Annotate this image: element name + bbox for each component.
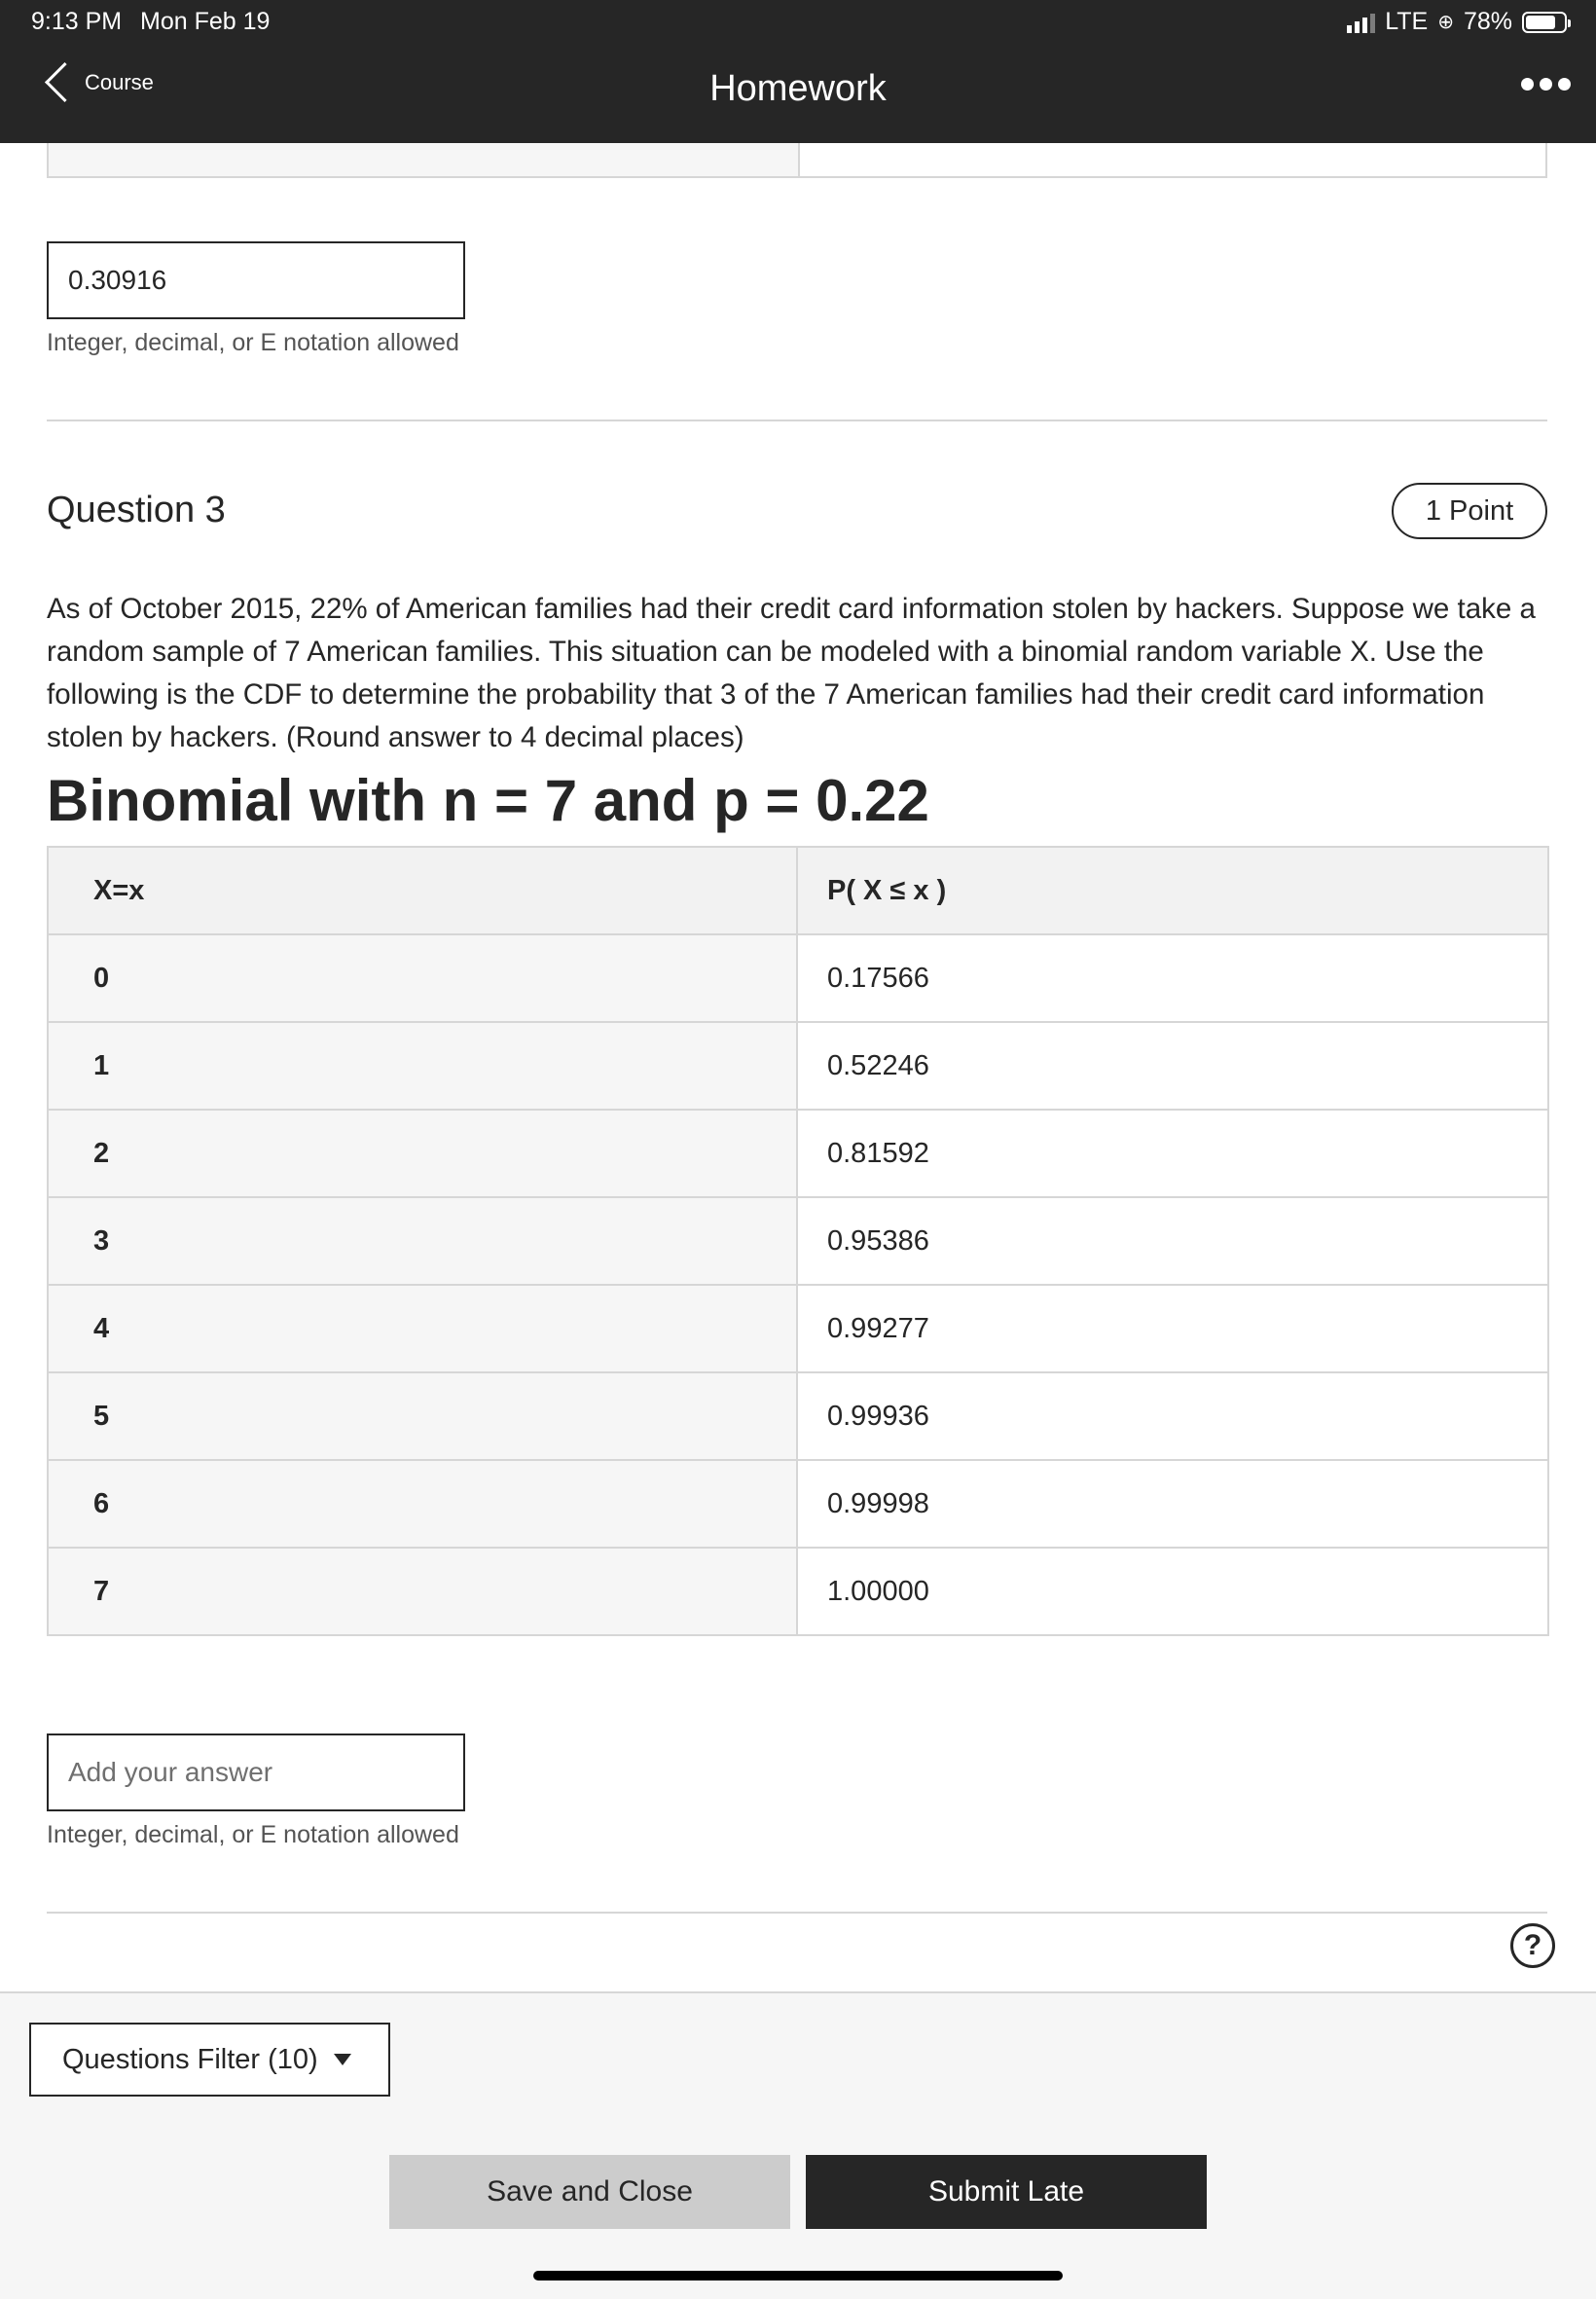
table-cell-x: 6 [48, 1460, 797, 1548]
questions-filter-label: Questions Filter (10) [62, 2043, 318, 2075]
save-and-close-button[interactable]: Save and Close [389, 2155, 790, 2229]
question-divider [47, 1912, 1547, 1914]
table-row [48, 1460, 1548, 1548]
table-cell-prob: 0.52246 [797, 1022, 1548, 1110]
table-cell-prob: 0.99277 [797, 1285, 1548, 1372]
table-cell-x: 7 [48, 1548, 797, 1635]
questions-filter-dropdown[interactable] [29, 2023, 390, 2097]
answer-hint: Integer, decimal, or E notation allowed [47, 1821, 459, 1848]
battery-level-fill [1526, 16, 1555, 29]
table-header-prob: P( X ≤ x ) [797, 847, 1548, 934]
table-cell-x: 0 [48, 934, 797, 1022]
battery-icon [1522, 12, 1567, 33]
table-cell-prob: 0.99998 [797, 1460, 1548, 1548]
table-cell-x: 4 [48, 1285, 797, 1372]
previous-table-remnant [47, 143, 1547, 178]
home-indicator[interactable] [533, 2271, 1063, 2281]
previous-answer-hint: Integer, decimal, or E notation allowed [47, 329, 459, 356]
table-row [48, 1110, 1548, 1197]
cellular-signal-icon [1347, 12, 1375, 33]
battery-percent: 78% [1463, 8, 1512, 35]
table-cell-prob: 0.17566 [797, 934, 1548, 1022]
table-row [48, 1022, 1548, 1110]
more-options-button[interactable] [1521, 78, 1571, 91]
table-row [48, 1372, 1548, 1460]
answer-input[interactable]: Add your answer [47, 1733, 465, 1811]
more-dot-icon [1540, 78, 1552, 91]
question-divider [47, 420, 1547, 421]
more-dot-icon [1521, 78, 1534, 91]
table-cell-x: 3 [48, 1197, 797, 1285]
points-badge: 1 Point [1392, 483, 1547, 539]
cdf-table [47, 846, 1549, 1636]
status-date: Mon Feb 19 [140, 8, 271, 35]
submit-late-button[interactable]: Submit Late [806, 2155, 1207, 2229]
more-dot-icon [1558, 78, 1571, 91]
question-text: As of October 2015, 22% of American families had their credit card information stolen by hackers. Suppose we take a random sample of 7 American families. This situation can be modeled with a binomial random variable X. Use the following is the CDF to determine the probability that 3 of the 7 American families had their credit card information stolen by hackers. (Round answer to 4 decimal places) [47, 593, 1536, 753]
table-row [48, 934, 1548, 1022]
table-cell-x: 5 [48, 1372, 797, 1460]
previous-answer-input[interactable]: 0.30916 [47, 241, 465, 319]
table-header-x: X=x [48, 847, 797, 934]
network-label: LTE [1385, 8, 1429, 35]
question-heading: Binomial with n = 7 and p = 0.22 [47, 768, 929, 833]
table-row [48, 1548, 1548, 1635]
table-cell-prob: 1.00000 [797, 1548, 1548, 1635]
table-cell-prob: 0.81592 [797, 1110, 1548, 1197]
table-cell-x: 2 [48, 1110, 797, 1197]
caret-down-icon [334, 2054, 351, 2065]
help-icon[interactable]: ? [1510, 1923, 1555, 1968]
back-button-label: Course [85, 69, 154, 94]
question-title: Question 3 [47, 490, 226, 530]
page-title: Homework [709, 68, 887, 109]
table-cell-prob: 0.95386 [797, 1197, 1548, 1285]
top-navigation-bar [0, 0, 1596, 143]
table-header-row [48, 847, 1548, 934]
table-cell-x: 1 [48, 1022, 797, 1110]
table-row [48, 1285, 1548, 1372]
orientation-lock-icon: ⊕ [1437, 12, 1454, 33]
status-indicators [1347, 8, 1567, 36]
table-cell-prob: 0.99936 [797, 1372, 1548, 1460]
table-row [48, 1197, 1548, 1285]
status-time: 9:13 PM [31, 8, 123, 35]
